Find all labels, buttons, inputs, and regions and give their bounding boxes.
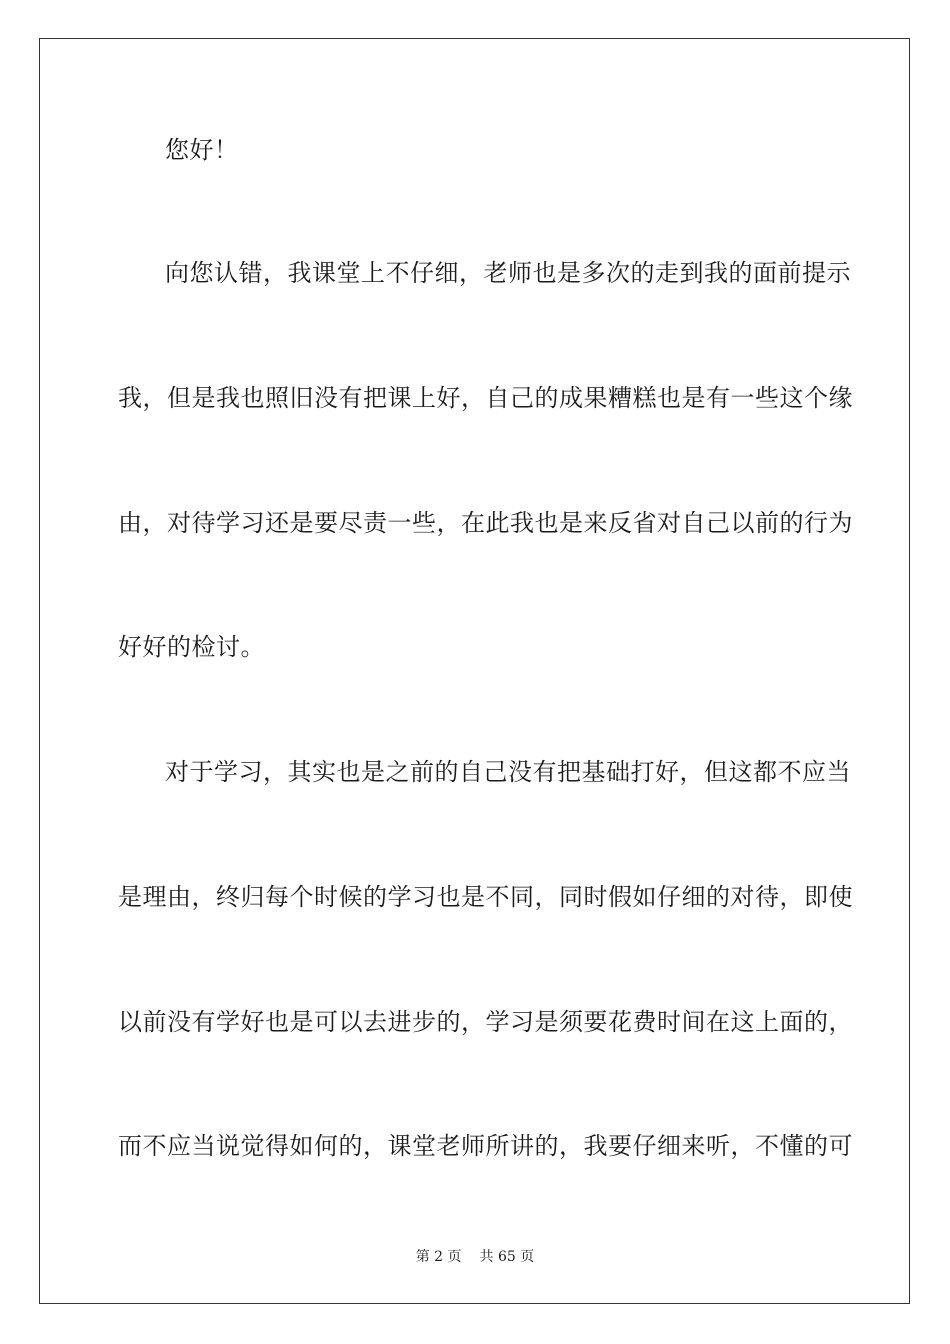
paragraph-1-line-2: 我，但是我也照旧没有把课上好，自己的成果糟糕也是有一些这个缘 <box>118 384 853 412</box>
paragraph-2-line-4: 而不应当说觉得如何的，课堂老师所讲的，我要仔细来听，不懂的可 <box>118 1132 853 1160</box>
paragraph-2-line-3: 以前没有学好也是可以去进步的，学习是须要花费时间在这上面的， <box>118 1008 853 1036</box>
paragraph-2-line-2: 是理由，终归每个时候的学习也是不同，同时假如仔细的对待，即使 <box>118 883 853 911</box>
paragraph-2-line-1: 对于学习，其实也是之前的自己没有把基础打好，但这都不应当 <box>165 758 851 786</box>
page-total: 共 65 页 <box>479 1249 535 1265</box>
page-footer <box>0 1248 950 1266</box>
page-number: 第 2 页 <box>415 1249 462 1265</box>
page-border <box>39 38 910 1304</box>
greeting-line: 您好！ <box>165 136 239 164</box>
paragraph-1-line-4: 好好的检讨。 <box>118 633 265 661</box>
paragraph-1-line-3: 由，对待学习还是要尽责一些，在此我也是来反省对自己以前的行为 <box>118 509 853 537</box>
paragraph-1-line-1: 向您认错，我课堂上不仔细，老师也是多次的走到我的面前提示 <box>165 259 851 287</box>
